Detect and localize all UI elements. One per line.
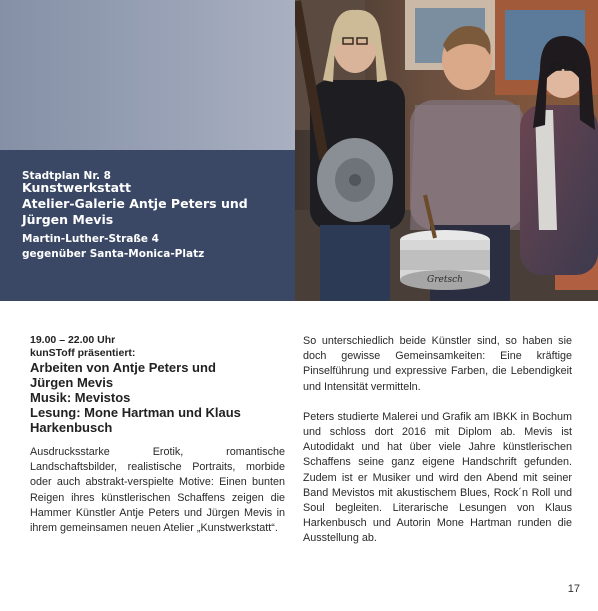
description-paragraph: So unterschiedlich beide Künstler sind, so haben sie doch gewisse Gemeinsamkeiten: Eine kräftige Pinselführung und expressive Farben, die Lebendigkeit und Intensität vermitteln. [303,335,572,393]
header-light-panel [0,0,295,150]
map-number-label: Stadtplan Nr. 8 [22,170,111,182]
program-line: Musik: Mevistos [30,390,131,405]
venue-title [22,180,292,228]
venue-title-line: Jürgen Mevis [22,212,114,227]
venue-title-line: Kunstwerkstatt [22,180,131,195]
description-paragraph: Peters studierte Malerei und Grafik am IBKK in Bochum und schloss dort 2016 mit Diplom ab. Mevis ist Autodidakt und hat über viele Jahre künstlerischen Schaffens seine ganz eigene Handschrift gefunden. Zudem ist er Musiker und wird den Abend mit seiner Band Mevistos mit akustischem Blues, Rock´n Roll und Soul begleiten. Literarische Lesungen von Klaus Harkenbusch und Autorin Mone Hartman runden die Ausstellung ab. [303,410,572,545]
address-line: gegenüber Santa-Monica-Platz [22,248,205,260]
artists-photo [295,0,598,301]
venue-address [22,232,292,262]
header-band [0,0,598,301]
venue-title-line: Atelier-Galerie Antje Peters und [22,196,248,211]
event-time: 19.00 – 22.00 Uhr [30,334,116,346]
program-line: Jürgen Mevis [30,375,114,390]
right-column [303,334,572,547]
page-number: 17 [567,583,580,595]
description-paragraph: Ausdrucksstarke Erotik, romantische Landschaftsbilder, realistische Portraits, morbide oder auch abstrakt-verspielte Motive: Einen bunten Reigen ihres künstlerischen Schaffens zeigen die Hammer Künstler Antje Peters und Jürgen Mevis in ihrem gemeinsamen neuen Atelier „Kunstwerkstatt“. [30,446,285,535]
left-column [30,334,285,536]
program-line: Harkenbusch [30,420,113,435]
photo-illustration [295,0,598,301]
event-presenter: kunSToff präsentiert: [30,347,136,359]
address-line: Martin-Luther-Straße 4 [22,233,159,245]
program-line: Lesung: Mone Hartman und Klaus [30,405,241,420]
drum-logo: Gretsch [427,275,463,285]
program-line: Arbeiten von Antje Peters und [30,360,216,375]
